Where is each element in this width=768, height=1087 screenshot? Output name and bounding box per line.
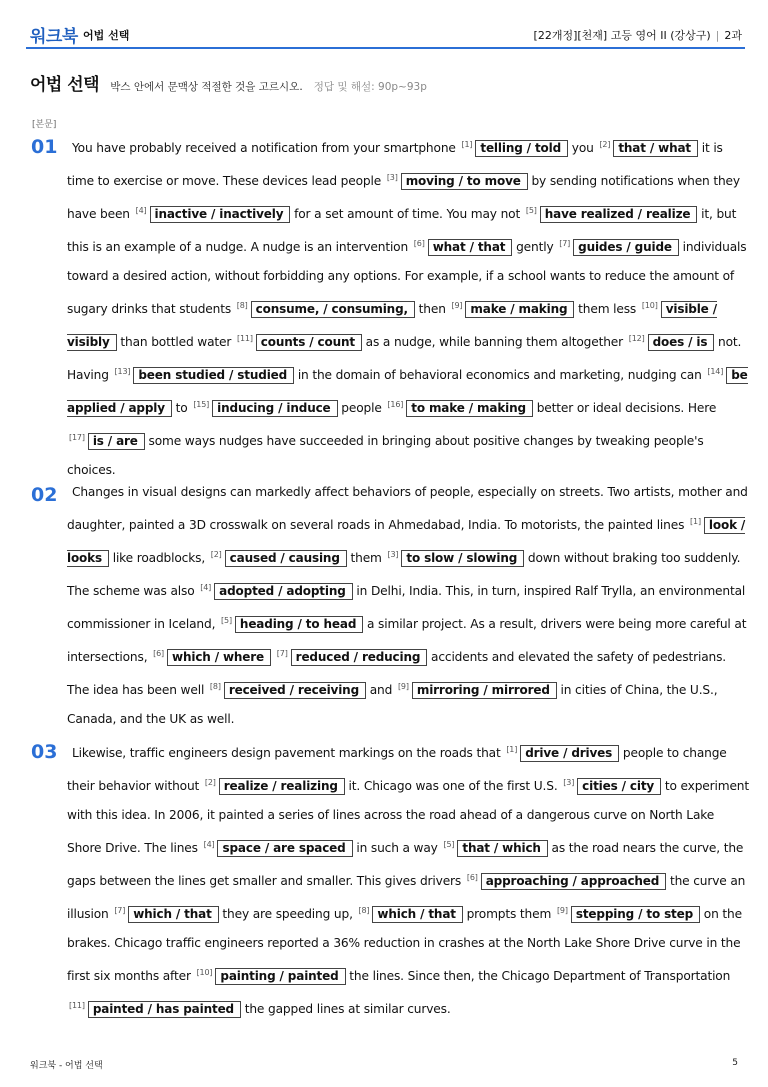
blank-number: [8]	[358, 906, 370, 915]
blank-number: [14]	[707, 367, 724, 376]
blank-number: [11]	[236, 334, 253, 343]
passage-text: prompts them	[462, 907, 555, 921]
passage-text: them	[346, 551, 386, 565]
choice-box[interactable]: which / that	[128, 906, 218, 923]
passage-text: them less	[574, 302, 640, 316]
passage-text: a similar project. As a result, drivers were being more careful at intersections,	[67, 617, 747, 664]
choice-box[interactable]: be applied / apply	[67, 368, 748, 415]
blank-number: [5]	[525, 206, 537, 215]
choice-box[interactable]: cities / city	[577, 778, 661, 795]
blank-number: [7]	[114, 906, 126, 915]
passage-text: Likewise, traffic engineers design pavement markings on the roads that	[72, 746, 505, 760]
choice-box[interactable]: guides / guide	[573, 239, 679, 256]
blank-number: [3]	[563, 778, 575, 787]
passage-text: then	[414, 302, 450, 316]
passage-text: accidents and elevated the safety of pedestrians. The idea has been well	[67, 650, 727, 697]
passage-text: Changes in visual designs can markedly affect behaviors of people, especially on streets. Two artists, mother and daughter, painted a 3D crosswalk on several roads in Ahmedabad, India. To motorists, the painted lines	[67, 485, 748, 532]
choice-box[interactable]: that / which	[457, 840, 547, 857]
choice-box[interactable]: to slow / slowing	[401, 550, 524, 567]
choice-box[interactable]: caused / causing	[225, 550, 347, 567]
choice-box[interactable]: telling / told	[475, 140, 568, 157]
blank-number: [4]	[135, 206, 147, 215]
question-number: 03	[31, 741, 58, 763]
passage-text: it, but this is an example of a nudge. A nudge is an intervention	[67, 207, 737, 254]
passage-text: like roadblocks,	[108, 551, 209, 565]
course-name: [22개정][천재] 고등 영어 II (강상구)	[533, 29, 711, 42]
passage-text: the gapped lines at similar curves.	[241, 1002, 451, 1016]
choice-box[interactable]: mirroring / mirrored	[412, 682, 557, 699]
choice-box[interactable]: visible / visibly	[67, 302, 717, 349]
blank-number: [1]	[461, 140, 473, 149]
instruction-text: 박스 안에서 문맥상 적절한 것을 고르시오.	[110, 81, 303, 93]
course-info	[534, 27, 742, 43]
choice-box[interactable]: does / is	[648, 334, 715, 351]
passage-text: people to change their behavior without	[67, 746, 727, 793]
passage-text: people	[337, 401, 386, 415]
blank-number: [2]	[599, 140, 611, 149]
passage-text: for a set amount of time. You may not	[290, 207, 524, 221]
passage-text: down without braking too suddenly. The scheme was also	[67, 551, 741, 598]
section-title	[30, 70, 427, 95]
passage-01	[67, 130, 749, 485]
lesson-label: 2과	[724, 29, 742, 42]
choice-box[interactable]: that / what	[613, 140, 698, 157]
choice-box[interactable]: to make / making	[406, 400, 533, 417]
choice-box[interactable]: space / are spaced	[217, 840, 352, 857]
choice-box[interactable]: adopted / adopting	[214, 583, 353, 600]
passage-text: the lines. Since then, the Chicago Department of Transportation	[345, 969, 731, 983]
choice-box[interactable]: counts / count	[256, 334, 362, 351]
passage-text: to	[171, 401, 192, 415]
passage-text: gently	[512, 240, 558, 254]
passage-text: as the road nears the curve, the gaps between the lines get smaller and smaller. This gives drivers	[67, 841, 744, 888]
passage-label: [본문]	[32, 120, 57, 130]
brand-subtitle: 어법 선택	[83, 29, 130, 42]
choice-box[interactable]: realize / realizing	[219, 778, 345, 795]
choice-box[interactable]: consume, / consuming,	[251, 301, 415, 318]
choice-box[interactable]: look / looks	[67, 518, 746, 565]
blank-number: [6]	[466, 873, 478, 882]
passage-text: they are speeding up,	[218, 907, 357, 921]
passage-text: on the brakes. Chicago traffic engineers reported a 36% reduction in crashes at the North Lake Shore Drive curve in the first six months after	[67, 907, 742, 983]
blank-number: [12]	[628, 334, 645, 343]
footer-label: 워크북 - 어법 선택	[30, 1061, 103, 1071]
passage-text: to experiment with this idea. In 2006, it painted a series of lines across the road ahead of a dangerous curve on North Lake Shore Drive. The lines	[67, 779, 749, 855]
blank-number: [6]	[413, 239, 425, 248]
blank-number: [3]	[387, 550, 399, 559]
blank-number: [10]	[196, 968, 213, 977]
choice-box[interactable]: heading / to head	[235, 616, 363, 633]
choice-box[interactable]: is / are	[88, 433, 145, 450]
passage-text: in the domain of behavioral economics and marketing, nudging can	[294, 368, 706, 382]
page-title: 어법 선택	[30, 75, 100, 95]
passage-text: You have probably received a notification from your smartphone	[72, 141, 460, 155]
passage-text: it. Chicago was one of the first U.S.	[344, 779, 562, 793]
blank-number: [9]	[556, 906, 568, 915]
blank-number: [2]	[204, 778, 216, 787]
choice-box[interactable]: been studied / studied	[133, 367, 294, 384]
choice-box[interactable]: painted / has painted	[88, 1001, 241, 1018]
choice-box[interactable]: approaching / approached	[481, 873, 667, 890]
choice-box[interactable]: which / that	[372, 906, 462, 923]
blank-number: [2]	[210, 550, 222, 559]
blank-number: [1]	[690, 517, 701, 526]
question-number: 02	[31, 484, 58, 506]
choice-box[interactable]: stepping / to step	[571, 906, 700, 923]
choice-box[interactable]: inactive / inactively	[150, 206, 291, 223]
header-rule	[26, 47, 745, 49]
passage-text: individuals toward a desired action, without forbidding any options. For example, if a school wants to reduce the amount of sugary drinks that students	[67, 240, 747, 316]
blank-number: [11]	[69, 1001, 85, 1010]
passage-text: and	[366, 683, 396, 697]
passage-text: than bottled water	[116, 335, 235, 349]
blank-number: [7]	[276, 649, 288, 658]
choice-box[interactable]: make / making	[465, 301, 574, 318]
header-separator: |	[715, 29, 720, 42]
passage-text: in Delhi, India. This, in turn, inspired Ralf Trylla, an environmental commissioner in Iceland,	[67, 584, 746, 631]
passage-text: not. Having	[67, 335, 742, 382]
choice-box[interactable]: what / that	[428, 239, 513, 256]
blank-number: [8]	[209, 682, 221, 691]
page-number: 5	[732, 1058, 738, 1068]
question-number: 01	[31, 136, 58, 158]
blank-number: [4]	[200, 583, 212, 592]
answer-reference: 정답 및 해설: 90p~93p	[313, 81, 427, 93]
blank-number: [9]	[397, 682, 409, 691]
passage-text	[271, 650, 275, 664]
passage-text: better or ideal decisions. Here	[532, 401, 717, 415]
choice-box[interactable]: received / receiving	[224, 682, 366, 699]
choice-box[interactable]: moving / to move	[401, 173, 528, 190]
blank-number: [6]	[153, 649, 165, 658]
passage-text: in cities of China, the U.S., Canada, and the UK as well.	[67, 683, 718, 726]
blank-number: [17]	[69, 433, 85, 442]
passage-text: in such a way	[352, 841, 442, 855]
passage-text: you	[568, 141, 598, 155]
passage-text: it is time to exercise or move. These devices lead people	[67, 141, 723, 188]
passage-03	[67, 735, 749, 1024]
blank-number: [8]	[236, 301, 248, 310]
choice-box[interactable]: which / where	[167, 649, 271, 666]
blank-number: [16]	[387, 400, 404, 409]
passage-text: some ways nudges have succeeded in bringing about positive changes by tweaking people's choices.	[67, 434, 704, 477]
brand-title: 워크북	[30, 27, 78, 47]
blank-number: [5]	[443, 840, 455, 849]
passage-02	[67, 478, 749, 734]
blank-number: [13]	[114, 367, 131, 376]
passage-text: as a nudge, while banning them altogether	[361, 335, 627, 349]
blank-number: [1]	[506, 745, 518, 754]
passage-text: the curve an illusion	[67, 874, 746, 921]
choice-box[interactable]: reduced / reducing	[291, 649, 428, 666]
blank-number: [10]	[641, 301, 658, 310]
choice-box[interactable]: inducing / induce	[212, 400, 337, 417]
blank-number: [5]	[221, 616, 232, 625]
passage-text: by sending notifications when they have been	[67, 174, 740, 221]
blank-number: [7]	[559, 239, 571, 248]
page-header	[0, 0, 768, 52]
choice-box[interactable]: have realized / realize	[540, 206, 698, 223]
choice-box[interactable]: drive / drives	[520, 745, 619, 762]
blank-number: [3]	[386, 173, 398, 182]
choice-box[interactable]: painting / painted	[215, 968, 345, 985]
blank-number: [15]	[193, 400, 210, 409]
blank-number: [9]	[451, 301, 463, 310]
blank-number: [4]	[203, 840, 215, 849]
